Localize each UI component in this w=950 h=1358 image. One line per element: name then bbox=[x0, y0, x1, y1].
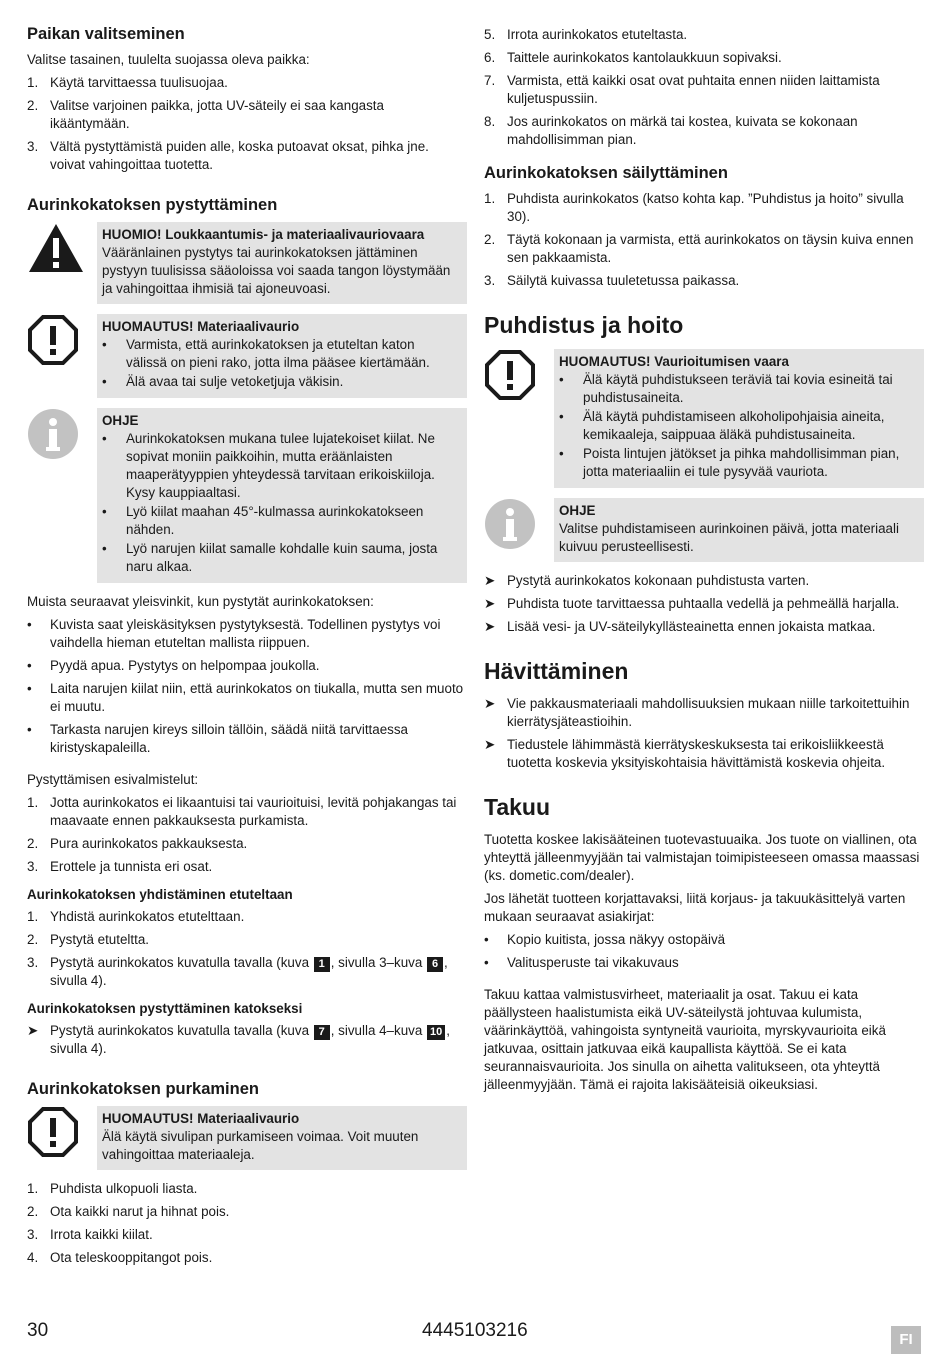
warning-title: HUOMIO! Loukkaantumis- ja materiaalivauriovaara bbox=[102, 227, 425, 242]
list-item: ➤ Tiedustele lähimmästä kierrätyskeskuksesta tai erikoisliikkeestä tuotetta koskevia yksityiskohtaisia hävittämistä koskevia ohjeita. bbox=[484, 737, 886, 770]
notice-title: HUOMAUTUS! Materiaalivaurio bbox=[102, 319, 300, 334]
info-box bbox=[27, 408, 467, 583]
list-item: 8. Jos aurinkokatos on märkä tai kostea, kuivata se kokonaan mahdollisimman pian. bbox=[484, 114, 858, 147]
list-item: • Tarkasta narujen kireys silloin tällöin, säädä niitä tarvittaessa kiristyskapaleilla. bbox=[27, 722, 409, 755]
chapter-title-cleaning: Puhdistus ja hoito bbox=[484, 312, 684, 338]
section-title-dismantle: Aurinkokatoksen purkaminen bbox=[27, 1080, 259, 1098]
site-list bbox=[27, 74, 467, 174]
notice-title: HUOMAUTUS! Vaurioitumisen vaara bbox=[559, 354, 789, 369]
storage-list bbox=[484, 190, 924, 290]
prep-list bbox=[27, 794, 467, 876]
list-item: • Aurinkokatoksen mukana tulee lujatekoiset kiilat. Ne sopivat moniin paikkoihin, mutta eräänlaisten maaperätyyppien yhteydessä tarvitaan erikoiskiiloja. Kysy kauppiaaltasi. bbox=[102, 431, 435, 500]
notice-octagon-icon bbox=[484, 349, 536, 401]
dismantle-list bbox=[27, 1180, 467, 1267]
list-item: • Poista lintujen jätökset ja pihka mahdollisimman pian, jotta materiaaliin ei tule pysyvää vauriota. bbox=[559, 446, 900, 479]
notice-octagon-icon bbox=[27, 1106, 79, 1158]
list-item: 4. Ota teleskooppitangot pois. bbox=[27, 1250, 213, 1265]
notice-title: HUOMAUTUS! Materiaalivaurio bbox=[102, 1111, 300, 1126]
site-intro: Valitse tasainen, tuulelta suojassa oleva paikka: bbox=[27, 52, 310, 67]
list-item: 3. Irrota kaikki kiilat. bbox=[27, 1227, 153, 1242]
list-item: 3. Säilytä kuivassa tuuletetussa paikassa. bbox=[484, 273, 740, 288]
list-item: 2. Pystytä etuteltta. bbox=[27, 932, 149, 947]
list-item: • Lyö narujen kiilat samalle kohdalle kuin sauma, josta naru alkaa. bbox=[102, 541, 438, 574]
list-item: 1. Jotta aurinkokatos ei likaantuisi tai vaurioituisi, levitä pohjakangas tai maavaate ennen pakkauksesta purkamista. bbox=[27, 795, 457, 828]
list-item: 3. Pystytä aurinkokatos kuvatulla tavalla (kuva 1 , sivulla 3–kuva 6 , sivulla 4). bbox=[27, 955, 448, 988]
notice-text: Älä käytä sivulipan purkamiseen voimaa. Voit muuten vahingoittaa materiaaleja. bbox=[102, 1129, 419, 1162]
prep-intro: Pystyttämisen esivalmistelut: bbox=[27, 772, 199, 787]
list-item: 2. Ota kaikki narut ja hihnat pois. bbox=[27, 1204, 230, 1219]
tips-list bbox=[27, 616, 467, 757]
figure-ref: 6 bbox=[427, 957, 443, 972]
roof-list bbox=[27, 1022, 467, 1058]
subsection-title-connect: Aurinkokatoksen yhdistäminen etuteltaan bbox=[27, 887, 293, 902]
list-item: • Varmista, että aurinkokatoksen ja etuteltan katon välissä on pieni rako, jotta ilma pääsee kiertämään. bbox=[102, 337, 430, 370]
warranty-paragraph: Jos lähetät tuotteen korjattavaksi, liitä korjaus- ja takuukäsittelyä varten mukaan seuraavat asiakirjat: bbox=[484, 891, 906, 924]
info-circle-icon bbox=[484, 498, 536, 550]
list-item: • Kopio kuitista, jossa näkyy ostopäivä bbox=[484, 932, 726, 947]
list-item: ➤ Pystytä aurinkokatos kokonaan puhdistusta varten. bbox=[484, 573, 810, 588]
info-circle-icon bbox=[27, 408, 79, 460]
list-item: ➤ Vie pakkausmateriaali mahdollisuuksien mukaan niille tarkoitettuihin kierrätysjäteastioihin. bbox=[484, 696, 910, 729]
page-number: 30 bbox=[27, 1320, 49, 1341]
list-item: ➤ Pystytä aurinkokatos kuvatulla tavalla (kuva 7 , sivulla 4–kuva 10 , sivulla 4). bbox=[27, 1023, 450, 1056]
warranty-docs-list bbox=[484, 931, 924, 972]
list-item: • Lyö kiilat maahan 45°-kulmassa aurinkokatokseen nähden. bbox=[102, 504, 424, 537]
chapter-title-warranty: Takuu bbox=[484, 794, 551, 820]
list-item: 2. Täytä kokonaan ja varmista, että aurinkokatos on täysin kuiva ennen sen pakkaamista. bbox=[484, 232, 914, 265]
section-title-storage: Aurinkokatoksen säilyttäminen bbox=[484, 164, 728, 182]
tips-intro: Muista seuraavat yleisvinkit, kun pystytät aurinkokatoksen: bbox=[27, 594, 374, 609]
list-item: • Laita narujen kiilat niin, että aurinkokatos on tiukalla, mutta sen muoto ei muutu. bbox=[27, 681, 464, 714]
figure-ref: 10 bbox=[427, 1025, 445, 1040]
list-item: • Valitusperuste tai vikakuvaus bbox=[484, 955, 679, 970]
list-item: 6. Taittele aurinkokatos kantolaukkuun sopivaksi. bbox=[484, 50, 782, 65]
list-item: 1. Puhdista aurinkokatos (katso kohta kap. ”Puhdistus ja hoito” sivulla 30). bbox=[484, 191, 904, 224]
list-item: 5. Irrota aurinkokatos etuteltasta. bbox=[484, 27, 688, 42]
section-title-setup: Aurinkokatoksen pystyttäminen bbox=[27, 196, 278, 214]
chapter-title-disposal: Hävittäminen bbox=[484, 658, 629, 684]
connect-list bbox=[27, 908, 467, 990]
list-item: 2. Valitse varjoinen paikka, jotta UV-säteily ei saa kangasta ikääntymään. bbox=[27, 98, 384, 131]
right-column bbox=[484, 24, 924, 1099]
info-text: Valitse puhdistamiseen aurinkoinen päivä, jotta materiaali kuivuu perusteellisesti. bbox=[559, 521, 899, 554]
list-item: • Älä käytä puhdistamiseen alkoholipohjaisia aineita, kemikaaleja, saippuaa äläkä puhdistusaineita. bbox=[559, 409, 885, 442]
info-title: OHJE bbox=[102, 413, 139, 428]
warranty-paragraph: Tuotetta koskee lakisääteinen tuotevastuuaika. Jos tuote on viallinen, ota yhteyttä jälleenmyyjään tai valmistajan toimipisteeseen omassa maassasi (ks. dometic.com/dealer). bbox=[484, 832, 920, 883]
list-item: 1. Käytä tarvittaessa tuulisuojaa. bbox=[27, 75, 228, 90]
left-column bbox=[27, 24, 467, 1272]
info-box bbox=[484, 498, 924, 562]
list-item: 1. Yhdistä aurinkokatos etutelttaan. bbox=[27, 909, 245, 924]
info-title: OHJE bbox=[559, 503, 596, 518]
section-title-site: Paikan valitseminen bbox=[27, 25, 185, 43]
list-item: 1. Puhdista ulkopuoli liasta. bbox=[27, 1181, 198, 1196]
figure-ref: 7 bbox=[314, 1025, 330, 1040]
notice-box bbox=[27, 314, 467, 398]
subsection-title-roof: Aurinkokatoksen pystyttäminen katokseksi bbox=[27, 1001, 303, 1016]
list-item: • Pyydä apua. Pystytys on helpompaa joukolla. bbox=[27, 658, 320, 673]
list-item: ➤ Lisää vesi- ja UV-säteilykyllästeainetta ennen jokaista matkaa. bbox=[484, 619, 876, 634]
dismantle-list-continued bbox=[484, 26, 924, 149]
list-item: 3. Vältä pystyttämistä puiden alle, koska putoavat oksat, pihka jne. voivat vahingoittaa tuotetta. bbox=[27, 139, 429, 172]
list-item: ➤ Puhdista tuote tarvittaessa puhtaalla vedellä ja pehmeällä harjalla. bbox=[484, 596, 900, 611]
list-item: • Älä käytä puhdistukseen teräviä tai kovia esineitä tai puhdistusaineita. bbox=[559, 372, 893, 405]
notice-box bbox=[484, 349, 924, 488]
warning-box bbox=[27, 222, 467, 304]
list-item: 7. Varmista, että kaikki osat ovat puhtaita ennen niiden laittamista kuljetuspussiin. bbox=[484, 73, 880, 106]
disposal-steps bbox=[484, 695, 924, 772]
list-item: • Kuvista saat yleiskäsityksen pystytyksestä. Todellinen pystytys voi vaihdella hieman etuteltan mallista riippuen. bbox=[27, 617, 441, 650]
warranty-paragraph: Takuu kattaa valmistusvirheet, materiaalit ja osat. Takuu ei kata päällysteen haalistumista eikä UV-säteilystä johtuvaa kulumista, väärinkäyttöä, vahingoista syntyneitä vaurioita, myrskyvaurioita eikä jatkuvaa, osittain jatkuvaa eikä kaupallista käyttöä. Se ei kata seurannaisvaurioita. Jos sinulla on aihetta valitukseen, ota yhteyttä jälleenmyyjään. Tämä ei rajoita lakisääteisiä oikeuksiasi. bbox=[484, 987, 886, 1092]
list-item: 3. Erottele ja tunnista eri osat. bbox=[27, 859, 213, 874]
warning-triangle-icon bbox=[27, 222, 85, 274]
cleaning-steps bbox=[484, 572, 924, 636]
language-badge: FI bbox=[891, 1326, 921, 1354]
warning-text: Vääränlainen pystytys tai aurinkokatoksen jättäminen pystyyn tuulisissa sääoloissa voi saada tangon löystymään ja vahingoittaa ihmisiä tai ajoneuvoasi. bbox=[102, 245, 451, 296]
figure-ref: 1 bbox=[314, 957, 330, 972]
notice-octagon-icon bbox=[27, 314, 79, 366]
document-code: 4445103216 bbox=[422, 1320, 528, 1341]
notice-box bbox=[27, 1106, 467, 1170]
list-item: 2. Pura aurinkokatos pakkauksesta. bbox=[27, 836, 248, 851]
list-item: • Älä avaa tai sulje vetoketjuja väkisin. bbox=[102, 374, 344, 389]
